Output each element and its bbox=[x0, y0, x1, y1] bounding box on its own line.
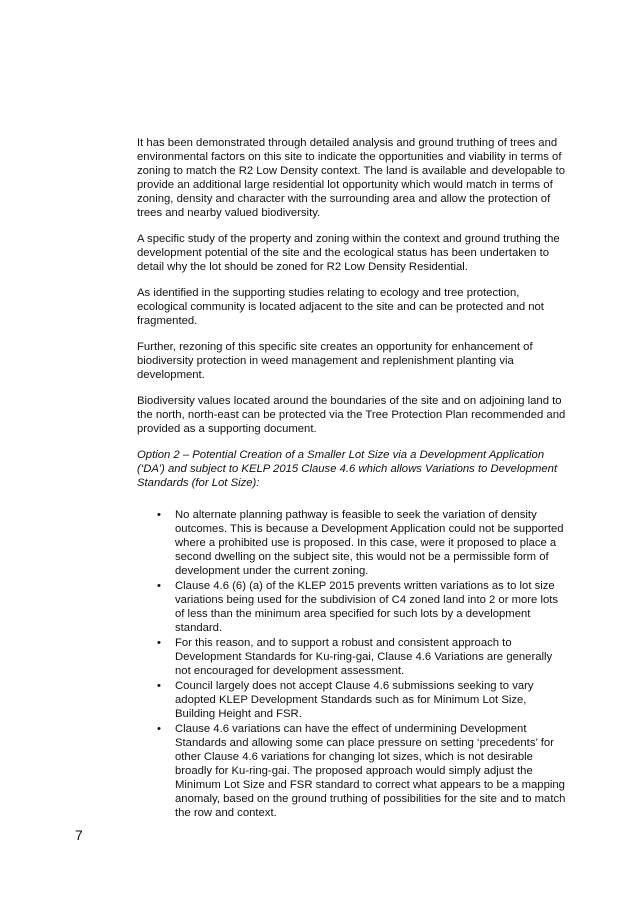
paragraph-zoning-analysis: It has been demonstrated through detailed analysis and ground truthing of trees and environmental factors on this site to indicate the opportunities and viability in terms of zoning to match the R2 Low Density context. The land is available and developable to provide an additional large residential lot opportunity which would match in terms of zoning, density and character with the surrounding area and allow the protection of trees and nearby valued biodiversity. bbox=[137, 137, 566, 219]
bullet-icon: • bbox=[157, 509, 161, 521]
list-item-text: Clause 4.6 (6) (a) of the KLEP 2015 prevents written variations as to lot size variations being used for the subdivision of C4 zoned land into 2 or more lots of less than the minimum area specified for such lots by a development standard. bbox=[175, 580, 559, 634]
page-content bbox=[137, 136, 567, 821]
list-item bbox=[137, 722, 567, 820]
bullet-icon: • bbox=[157, 723, 161, 735]
page-number: 7 bbox=[75, 827, 83, 843]
paragraph-biodiversity-values: Biodiversity values located around the boundaries of the site and on adjoining land to the north, north-east can be protected via the Tree Protection Plan recommended and provided as a supporting document. bbox=[137, 395, 566, 435]
list-item bbox=[137, 636, 567, 678]
list-item-text: Clause 4.6 variations can have the effect of undermining Development Standards and allowing some can place pressure on setting ‘precedents’ for other Clause 4.6 variations for changing lot sizes, which is not desirable broadly for Ku-ring-gai. The proposed approach would simply adjust the Minimum Lot Size and FSR standard to correct what appears to be a mapping anomaly, based on the ground truthing of possibilities for the site and to match the row and context. bbox=[175, 723, 566, 819]
paragraph-ecology-studies: As identified in the supporting studies relating to ecology and tree protection, ecological community is located adjacent to the site and can be protected and not fragmented. bbox=[137, 287, 544, 327]
option-2-heading: Option 2 – Potential Creation of a Smaller Lot Size via a Development Application (‘DA’) and subject to KELP 2015 Clause 4.6 which allows Variations to Development Standards (for Lot Size): bbox=[137, 449, 558, 489]
list-item bbox=[137, 508, 567, 578]
paragraph-rezoning-opportunity: Further, rezoning of this specific site creates an opportunity for enhancement of biodiversity protection in weed management and replenishment planting via development. bbox=[137, 341, 533, 381]
list-item-text: Council largely does not accept Clause 4.6 submissions seeking to vary adopted KLEP Development Standards such as for Minimum Lot Size, Building Height and FSR. bbox=[175, 680, 534, 720]
bullet-icon: • bbox=[157, 580, 161, 592]
paragraph-specific-study: A specific study of the property and zoning within the context and ground truthing the development potential of the site and the ecological status has been undertaken to detail why the lot should be zoned for R2 Low Density Residential. bbox=[137, 233, 560, 273]
list-item bbox=[137, 679, 567, 721]
list-item bbox=[137, 579, 567, 635]
option-2-bullet-list bbox=[137, 508, 567, 820]
bullet-icon: • bbox=[157, 637, 161, 649]
list-item-text: No alternate planning pathway is feasible to seek the variation of density outcomes. This is because a Development Application could not be supported where a prohibited use is proposed. In this case, were it proposed to place a second dwelling on the subject site, this would not be a permissible form of development under the current zoning. bbox=[175, 509, 564, 577]
bullet-icon: • bbox=[157, 680, 161, 692]
list-item-text: For this reason, and to support a robust and consistent approach to Development Standards for Ku-ring-gai, Clause 4.6 Variations are generally not encouraged for development assessment. bbox=[175, 637, 553, 677]
